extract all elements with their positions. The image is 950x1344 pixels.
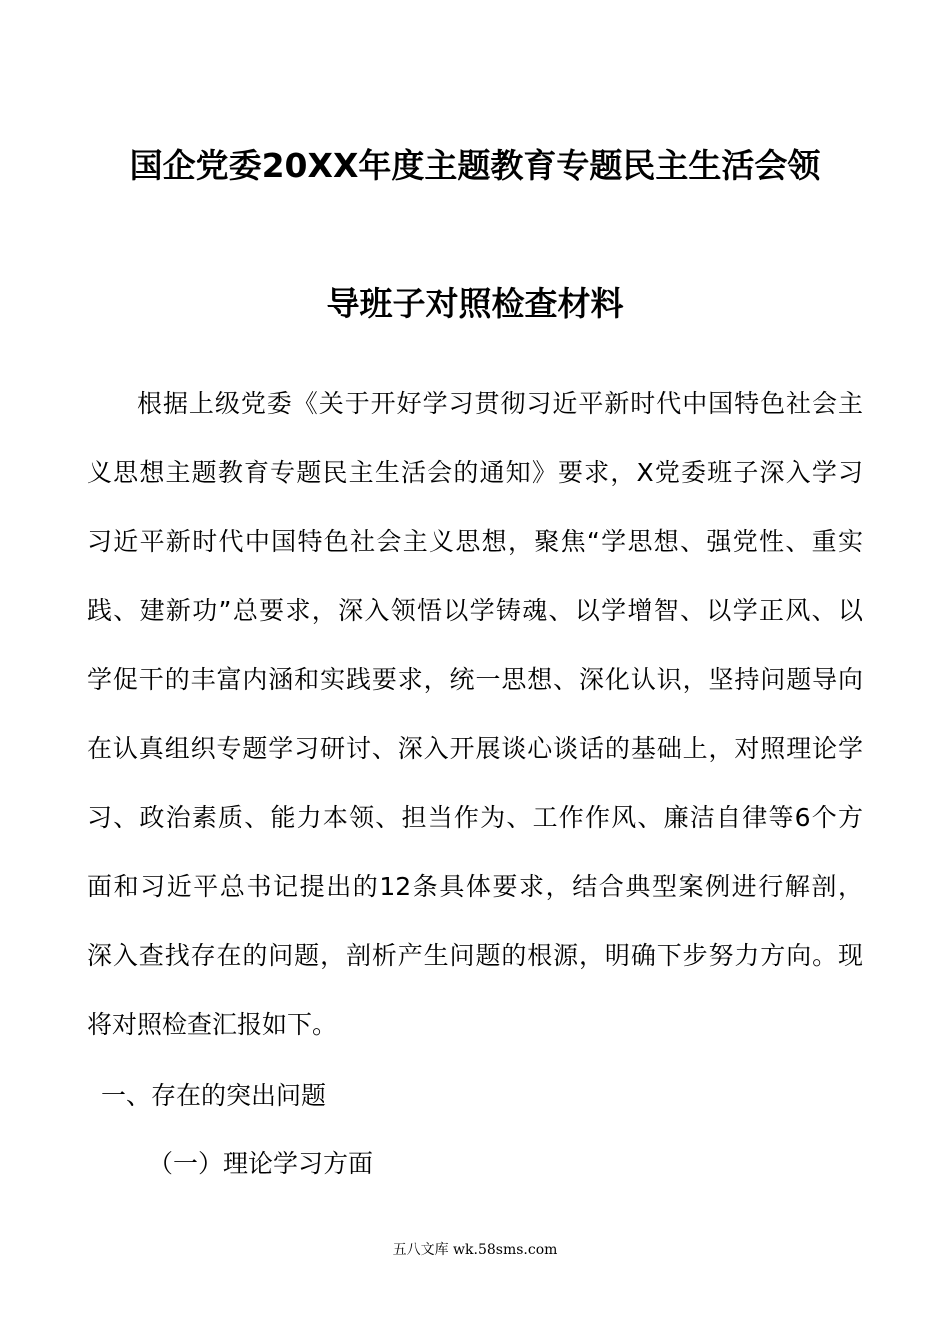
paragraph-line: 面和习近平总书记提出的12条具体要求，结合典型案例进行解剖， [87, 872, 863, 901]
section-heading: 一、存在的突出问题 [101, 1081, 327, 1110]
paragraph-line: 习、政治素质、能力本领、担当作为、工作作风、廉洁自律等6个方 [87, 803, 863, 832]
paragraph-line: 将对照检查汇报如下。 [87, 1010, 338, 1039]
document-title-line-1: 国企党委20XX年度主题教育专题民主生活会领 [129, 146, 821, 185]
document-title-line-2: 导班子对照检查材料 [326, 284, 624, 323]
paragraph-line: 深入查找存在的问题，剖析产生问题的根源，明确下步努力方向。现 [87, 941, 863, 970]
subsection-heading: （一）理论学习方面 [148, 1149, 374, 1178]
paragraph-line: 根据上级党委《关于开好学习贯彻习近平新时代中国特色社会主 [137, 389, 863, 418]
footer-watermark: 五八文库 wk.58sms.com [392, 1242, 558, 1258]
paragraph-line: 践、建新功”总要求，深入领悟以学铸魂、以学增智、以学正风、以 [87, 596, 863, 625]
paragraph-line: 习近平新时代中国特色社会主义思想，聚焦“学思想、强党性、重实 [87, 527, 863, 556]
paragraph-line: 义思想主题教育专题民主生活会的通知》要求，X党委班子深入学习 [87, 458, 863, 487]
paragraph-line: 学促干的丰富内涵和实践要求，统一思想、深化认识，坚持问题导向 [87, 665, 863, 694]
paragraph-line: 在认真组织专题学习研讨、深入开展谈心谈话的基础上，对照理论学 [87, 734, 863, 763]
